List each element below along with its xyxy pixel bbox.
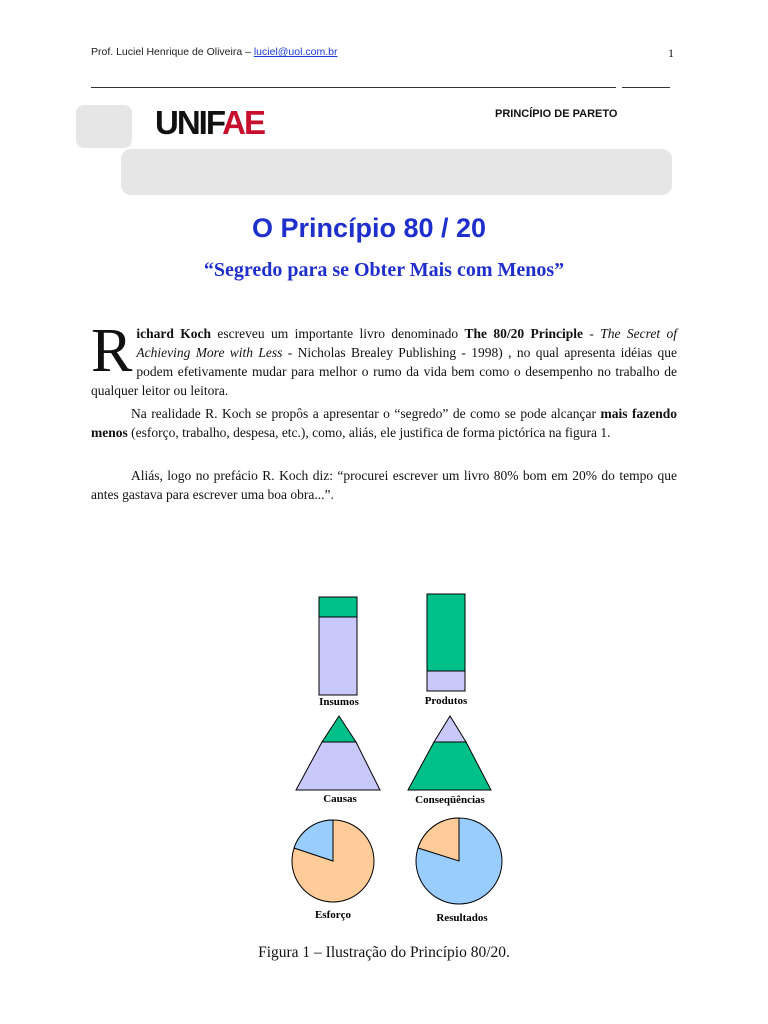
unifae-logo: UNIFAE xyxy=(155,104,265,141)
emphasis-more-less: mais fazendo menos xyxy=(91,406,677,440)
label-causas: Causas xyxy=(323,793,357,805)
label-consequencias: Conseqüências xyxy=(415,794,485,806)
section-title: PRINCÍPIO DE PARETO xyxy=(495,108,618,120)
drop-cap: R xyxy=(91,317,133,385)
label-insumos: Insumos xyxy=(319,696,359,708)
book-subtitle: The Secret of Achieving More with Less xyxy=(136,326,677,360)
pie-esforco xyxy=(292,820,374,902)
book-title: The 80/20 Principle xyxy=(464,326,583,341)
bar-produtos-green xyxy=(427,594,465,671)
paragraph-intro: Richard Koch escreveu um importante livro denominado The 80/20 Principle - The Secret of Achieving More with Less - Nicholas Brealey Publishing - 1998) , no qual apresenta idéias que podem efetivamente mudar para melhor o rumo da vida bem como o desempenho no trabalho de qualquer leitor ou leitora. xyxy=(91,317,677,398)
paragraph-preface: Aliás, logo no prefácio R. Koch diz: “procurei escrever um livro 80% bom em 20% do tempo que antes gastava para escrever uma boa obra...”. xyxy=(91,468,677,502)
triangle-consequencias-lavender xyxy=(434,716,466,742)
author-name: Prof. Luciel Henrique de Oliveira – xyxy=(91,46,251,58)
label-produtos: Produtos xyxy=(424,695,468,707)
label-resultados: Resultados xyxy=(436,912,488,924)
page-number: 1 xyxy=(668,46,674,60)
triangle-consequencias-green xyxy=(408,742,491,790)
triangle-causas xyxy=(296,716,380,790)
paragraph-secret: Na realidade R. Koch se propôs a apresentar o “segredo” de como se pode alcançar mais fazendo menos (esforço, trabalho, despesa, etc.), como, aliás, ele justifica de forma pictórica na figura 1. xyxy=(91,406,677,440)
bar-produtos-lavender xyxy=(427,671,465,691)
triangle-causas-lavender xyxy=(296,742,380,790)
bar-insumos xyxy=(319,597,357,695)
bar-insumos-lavender xyxy=(319,617,357,695)
email-link[interactable]: luciel@uol.com.br xyxy=(253,46,338,58)
author-mention: ichard Koch xyxy=(136,326,211,341)
pie-resultados xyxy=(416,818,502,904)
document-title: O Princípio 80 / 20 xyxy=(251,213,487,243)
document-subtitle: “Segredo para se Obter Mais com Menos” xyxy=(203,259,565,281)
triangle-consequencias xyxy=(408,716,491,790)
figure-caption: Figura 1 – Ilustração do Princípio 80/20. xyxy=(258,944,510,961)
bar-produtos xyxy=(427,594,465,691)
label-esforco: Esforço xyxy=(314,909,352,921)
bar-insumos-green xyxy=(319,597,357,617)
triangle-causas-green xyxy=(322,716,356,742)
